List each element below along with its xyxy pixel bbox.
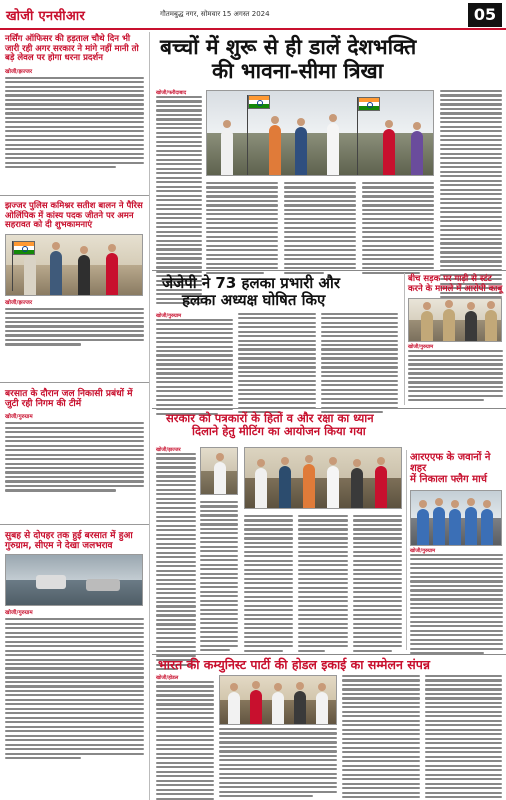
story-body <box>156 319 233 415</box>
press-headline-line1: सरकार को पत्रकारों के हितों व और रक्षा का ध्यान <box>166 411 374 425</box>
story-body <box>244 515 293 652</box>
story-headline: बरसात के दौरान जल निकासी प्रबंधों में जुटी रही निगम की टीमें <box>5 389 133 410</box>
story-body <box>219 728 337 797</box>
stunt-photo <box>408 298 502 342</box>
story-rain <box>0 528 149 798</box>
lead-headline-line2: की भावना-सीमा त्रिखा <box>212 58 384 83</box>
divider <box>152 270 506 271</box>
press-photo-1 <box>200 447 238 495</box>
masthead <box>0 0 506 30</box>
story-body <box>298 515 347 652</box>
divider <box>152 654 506 655</box>
divider <box>152 408 506 409</box>
story-headline: नर्सिंग ऑफिसर की हड़ताल चौथे दिन भी जारी रही अगर सरकार ने मांगे नहीं मानी तो बड़े लेवल पर होगा धरना प्रदर्शन <box>5 34 139 64</box>
story-dateline: खोजी/गुरुग्राम <box>156 312 182 319</box>
story-dateline: खोजी/होडल <box>156 675 179 681</box>
story-body <box>156 681 214 800</box>
jjp-story <box>152 273 402 405</box>
story-body <box>5 77 144 169</box>
story-dateline: खोजी/गुरुग्राम <box>5 610 33 617</box>
story-body <box>200 501 238 651</box>
story-body <box>238 313 315 415</box>
stunt-story <box>404 273 506 405</box>
stunt-headline: बीच सड़क पर गाड़ी से स्टंट करने के मामले में आरोपी काबू <box>408 274 503 294</box>
cpi-headline: भारत की कम्युनिस्ट पार्टी की होडल इकाई का सम्मेलन संपन्न <box>158 657 430 672</box>
story-headline: सुबह से दोपहर तक हुई बरसात में हुआ गुरुग्राम, सीएम ने देखा जलभराव <box>5 531 133 552</box>
story-dateline: खोजी/झज्जर <box>5 299 33 306</box>
story-photo-flood <box>5 554 143 606</box>
cpi-photo <box>219 675 337 725</box>
story-dateline: खोजी/गुरुग्राम <box>410 547 436 554</box>
lead-body-right <box>440 90 502 298</box>
divider <box>0 382 149 383</box>
raf-headline-line2: में निकाला फ्लैग मार्च <box>410 474 488 486</box>
story-body <box>206 182 278 274</box>
story-body <box>156 453 196 670</box>
jjp-headline-line1: जेजेपी ने 73 हलका प्रभारी और <box>162 274 340 292</box>
story-dateline: खोजी/फरीदाबाद <box>156 90 187 96</box>
dateline: गौतमबुद्ध नगर, सोमवार 15 अगस्त 2024 <box>160 10 270 18</box>
lead-headline-line1: बच्चों में शुरू से ही डालें देशभक्ति <box>160 35 417 59</box>
story-body <box>284 182 356 274</box>
story-nursing-strike <box>0 32 149 192</box>
story-body <box>5 422 144 491</box>
press-photo-2 <box>244 447 402 509</box>
story-body <box>321 313 398 415</box>
lead-photo <box>206 90 434 176</box>
story-photo <box>5 234 143 296</box>
raf-headline-line1: आरएएफ के जवानों ने शहर <box>410 452 491 475</box>
story-body <box>342 675 420 800</box>
story-body <box>5 618 144 759</box>
raf-photo <box>410 490 502 546</box>
page-number: 05 <box>468 3 502 27</box>
story-dateline: खोजी/झज्जर <box>5 68 33 75</box>
press-headline-line2: दिलाने हेतु मीटिंग का आयोजन किया गया <box>192 423 366 438</box>
story-body <box>410 554 503 655</box>
divider <box>0 195 149 196</box>
raf-story <box>406 450 506 650</box>
lead-body-bottom <box>206 182 434 274</box>
lead-story <box>152 32 506 267</box>
story-body <box>408 350 503 401</box>
story-dateline: खोजी/गुरुग्राम <box>408 344 434 351</box>
newspaper-logo: खोजी एनसीआर <box>6 9 86 24</box>
story-headline: झज्जर पुलिस कमिश्नर सतीश बालन ने पैरिस ओलिंपिक में कांस्य पदक जीतने पर अमन सहरावत को दी शुभकामनाएं <box>5 201 143 231</box>
main-area <box>152 32 506 800</box>
left-column <box>0 32 150 800</box>
story-drainage <box>0 386 149 521</box>
cpi-story <box>152 657 506 800</box>
story-body <box>425 675 503 800</box>
story-body <box>353 515 402 652</box>
story-body <box>5 308 144 346</box>
story-body <box>440 90 502 298</box>
story-dateline: खोजी/झज्जर <box>156 447 181 453</box>
story-body <box>362 182 434 274</box>
divider <box>0 524 149 525</box>
story-dateline: खोजी/गुरुग्राम <box>5 414 33 421</box>
jjp-headline-line2: हलका अध्यक्ष घोषित किए <box>182 290 326 309</box>
story-police-commissioner <box>0 199 149 379</box>
